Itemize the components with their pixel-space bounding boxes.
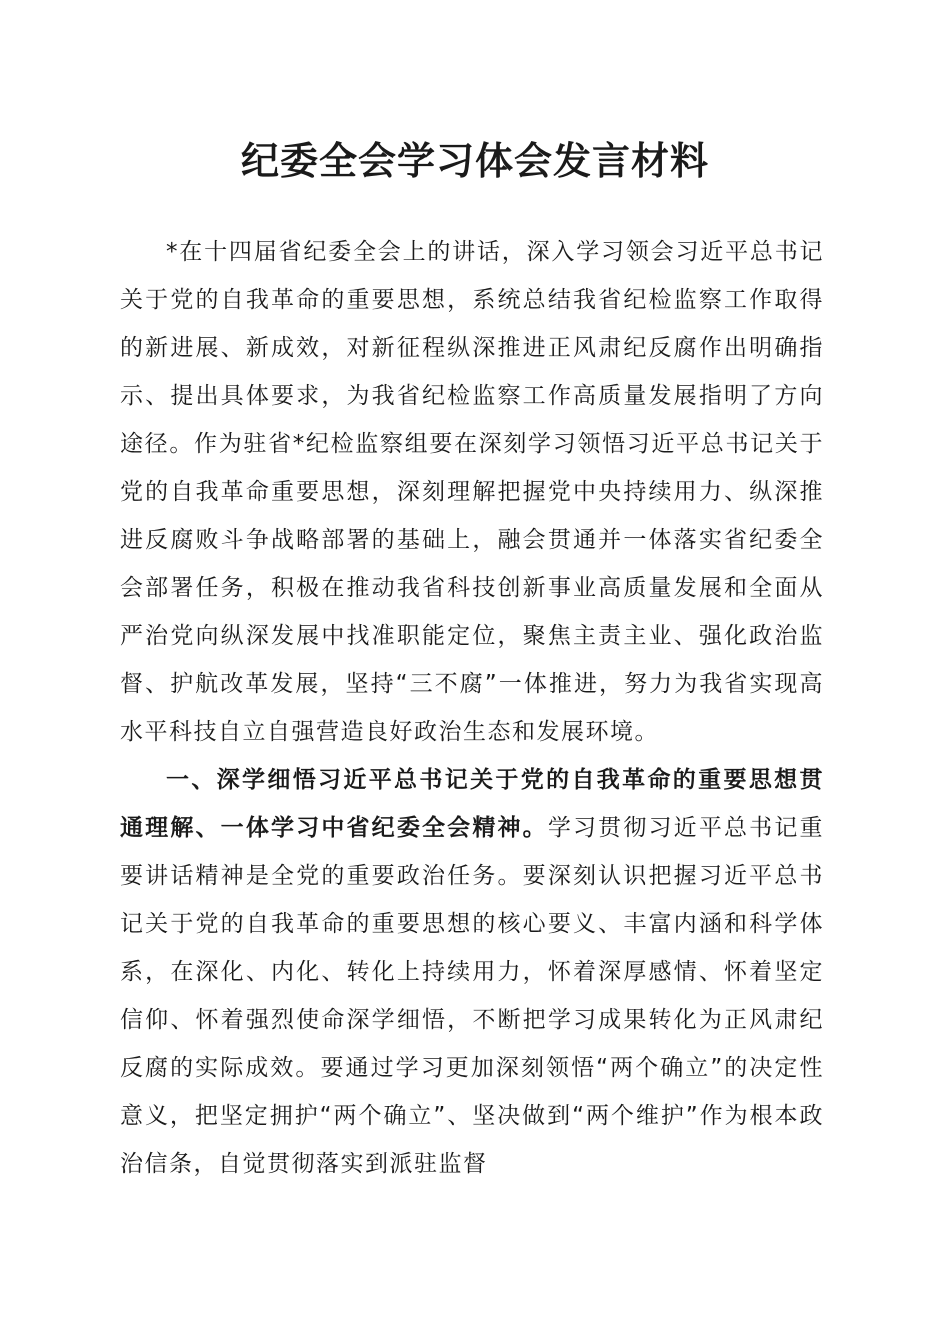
intro-paragraph: *在十四届省纪委全会上的讲话，深入学习领会习近平总书记关于党的自我革命的重要思想，系统总结我省纪检监察工作取得的新进展、新成效，对新征程纵深推进正风肃纪反腐作出明确指示、提出具体要求，为我省纪检监察工作高质量发展指明了方向途径。作为驻省*纪检监察组要在深刻学习领悟习近平总书记关于党的自我革命重要思想，深刻理解把握党中央持续用力、纵深推进反腐败斗争战略部署的基础上，融会贯通并一体落实省纪委全会部署任务，积极在推动我省科技创新事业高质量发展和全面从严治党向纵深发展中找准职能定位，聚焦主责主业、强化政治监督、护航改革发展，坚持“三不腐”一体推进，努力为我省实现高水平科技自立自强营造良好政治生态和发展环境。 [120,239,824,745]
document-title: 纪委全会学习体会发言材料 [240,138,709,183]
section-one-text: 学习贯彻习近平总书记重要讲话精神是全党的重要政治任务。要深刻认识把握习近平总书记关于党的自我革命的重要思想的核心要义、丰富内涵和科学体系，在深化、内化、转化上持续用力，怀着深厚感情、怀着坚定信仰、怀着强烈使命深学细悟，不断把学习成果转化为正风肃纪反腐的实际成效。要通过学习更加深刻领悟“两个确立”的决定性意义，把坚定拥护“两个确立”、坚决做到“两个维护”作为根本政治信条，自觉贯彻落实到派驻监督 [120,815,825,1177]
document-body [120,228,824,1188]
section-one-heading: 一、深学细悟习近平总书记关于党的自我革命的重要思想贯通理解、一体学习中省纪委全会精神。 [120,767,824,841]
section-one-paragraph [120,756,824,1188]
